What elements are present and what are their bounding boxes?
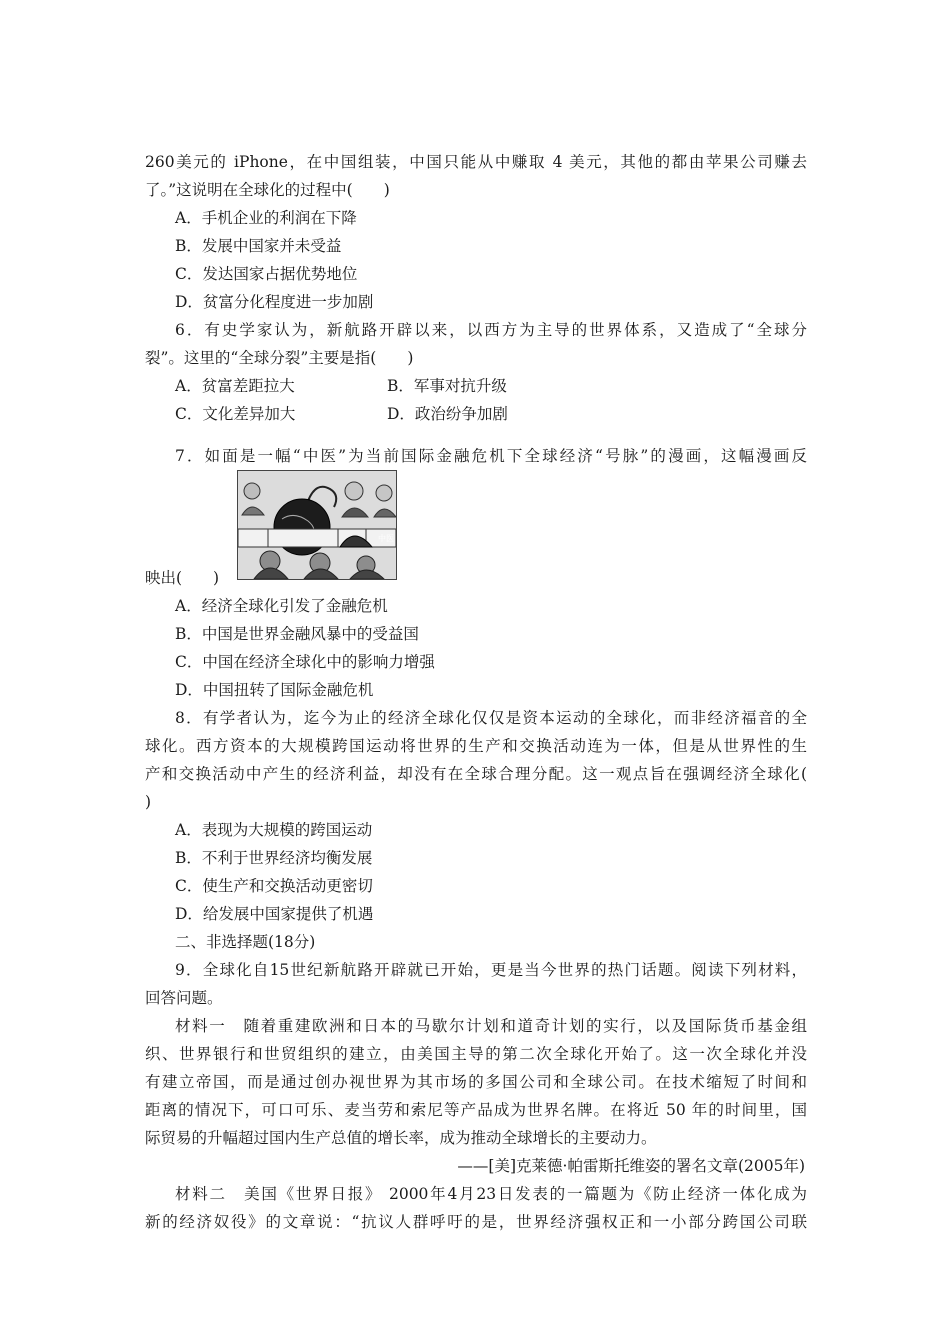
q9-material-1-line-2: 织、世界银行和世贸组织的建立，由美国主导的第二次全球化开始了。这一次全球化并没 bbox=[145, 1045, 807, 1063]
q9-material-1-line-1: 材料一 随着重建欧洲和日本的马歇尔计划和道奇计划的实行，以及国际货币基金组 bbox=[175, 1017, 807, 1035]
q5-stem-line-1: 260美元的 iPhone，在中国组装，中国只能从中赚取 4 美元，其他的都由苹果公司赚去 bbox=[145, 153, 807, 171]
q5-option-a: A．手机企业的利润在下降 bbox=[175, 209, 357, 227]
q9-material-1-line-3: 有建立帝国，而是通过创办视世界为其市场的多国公司和全球公司。在技术缩短了时间和 bbox=[145, 1073, 807, 1091]
q8-stem-line-3: 产和交换活动中产生的经济利益，却没有在全球合理分配。这一观点旨在强调经济全球化( bbox=[145, 765, 807, 783]
section-heading: 二、非选择题(18分) bbox=[175, 933, 316, 951]
q9-material-2-line-1: 材料二 美国《世界日报》 2000年4月23日发表的一篇题为《防止经济一体化成为 bbox=[175, 1185, 807, 1203]
q9-stem-line-2: 回答问题。 bbox=[145, 989, 223, 1007]
q6-options-row-2 bbox=[145, 400, 807, 428]
q5-option-c: C．发达国家占据优势地位 bbox=[175, 265, 358, 283]
q7-option-c: C．中国在经济全球化中的影响力增强 bbox=[175, 653, 435, 671]
q5-stem-line-2: 了。”这说明在全球化的过程中( ) bbox=[145, 181, 390, 199]
q5-option-b: B．发展中国家并未受益 bbox=[175, 237, 342, 255]
q8-option-c: C．使生产和交换活动更密切 bbox=[175, 877, 373, 895]
q6-option-b: B．军事对抗升级 bbox=[387, 377, 507, 395]
q7-cartoon-label: 中医 bbox=[378, 534, 394, 543]
q6-stem-line-2: 裂”。这里的“全球分裂”主要是指( ) bbox=[145, 349, 414, 367]
q8-option-d: D．给发展中国家提供了机遇 bbox=[175, 905, 374, 923]
q7-option-a: A．经济全球化引发了金融危机 bbox=[175, 597, 388, 615]
q8-stem-line-1: 8．有学者认为，迄今为止的经济全球化仅仅是资本运动的全球化，而非经济福音的全 bbox=[175, 709, 807, 727]
q8-option-b: B．不利于世界经济均衡发展 bbox=[175, 849, 373, 867]
q6-option-a: A．贫富差距拉大 bbox=[175, 377, 295, 395]
q9-material-1-line-5: 际贸易的升幅超过国内生产总值的增长率，成为推动全球增长的主要动力。 bbox=[145, 1129, 657, 1147]
q5-option-d: D．贫富分化程度进一步加剧 bbox=[175, 293, 374, 311]
q9-stem-line-1: 9．全球化自15世纪新航路开辟就已开始，更是当今世界的热门话题。阅读下列材料， bbox=[175, 961, 807, 979]
q7-option-d: D．中国扭转了国际金融危机 bbox=[175, 681, 374, 699]
document-page bbox=[145, 148, 807, 1236]
q8-stem-line-4: ) bbox=[145, 793, 152, 811]
q7-stem-line-2: 映出( ) bbox=[145, 569, 220, 587]
q6-options-row-1 bbox=[145, 372, 807, 400]
q7-option-b: B．中国是世界金融风暴中的受益国 bbox=[175, 625, 419, 643]
q8-stem-line-2: 球化。西方资本的大规模跨国运动将世界的生产和交换活动连为一体，但是从世界性的生 bbox=[145, 737, 807, 755]
q7-figure-block bbox=[145, 470, 807, 592]
q6-option-c: C．文化差异加大 bbox=[175, 405, 296, 423]
q6-stem-line-1: 6．有史学家认为，新航路开辟以来，以西方为主导的世界体系，又造成了“全球分 bbox=[175, 321, 807, 339]
q7-stem-line-1: 7．如面是一幅“中医”为当前国际金融危机下全球经济“号脉”的漫画，这幅漫画反 bbox=[175, 447, 807, 465]
q8-option-a: A．表现为大规模的跨国运动 bbox=[175, 821, 373, 839]
q6-option-d: D．政治纷争加剧 bbox=[387, 405, 508, 423]
q9-material-1-source: ——[美]克莱德·帕雷斯托维姿的署名文章(2005年) bbox=[457, 1157, 805, 1175]
q9-material-2-line-2: 新的经济奴役》的文章说：“抗议人群呼吁的是，世界经济强权正和一小部分跨国公司联 bbox=[145, 1213, 807, 1231]
q7-cartoon-image bbox=[237, 470, 397, 580]
q9-material-1-line-4: 距离的情况下，可口可乐、麦当劳和索尼等产品成为世界名牌。在将近 50 年的时间里，国 bbox=[145, 1101, 807, 1119]
